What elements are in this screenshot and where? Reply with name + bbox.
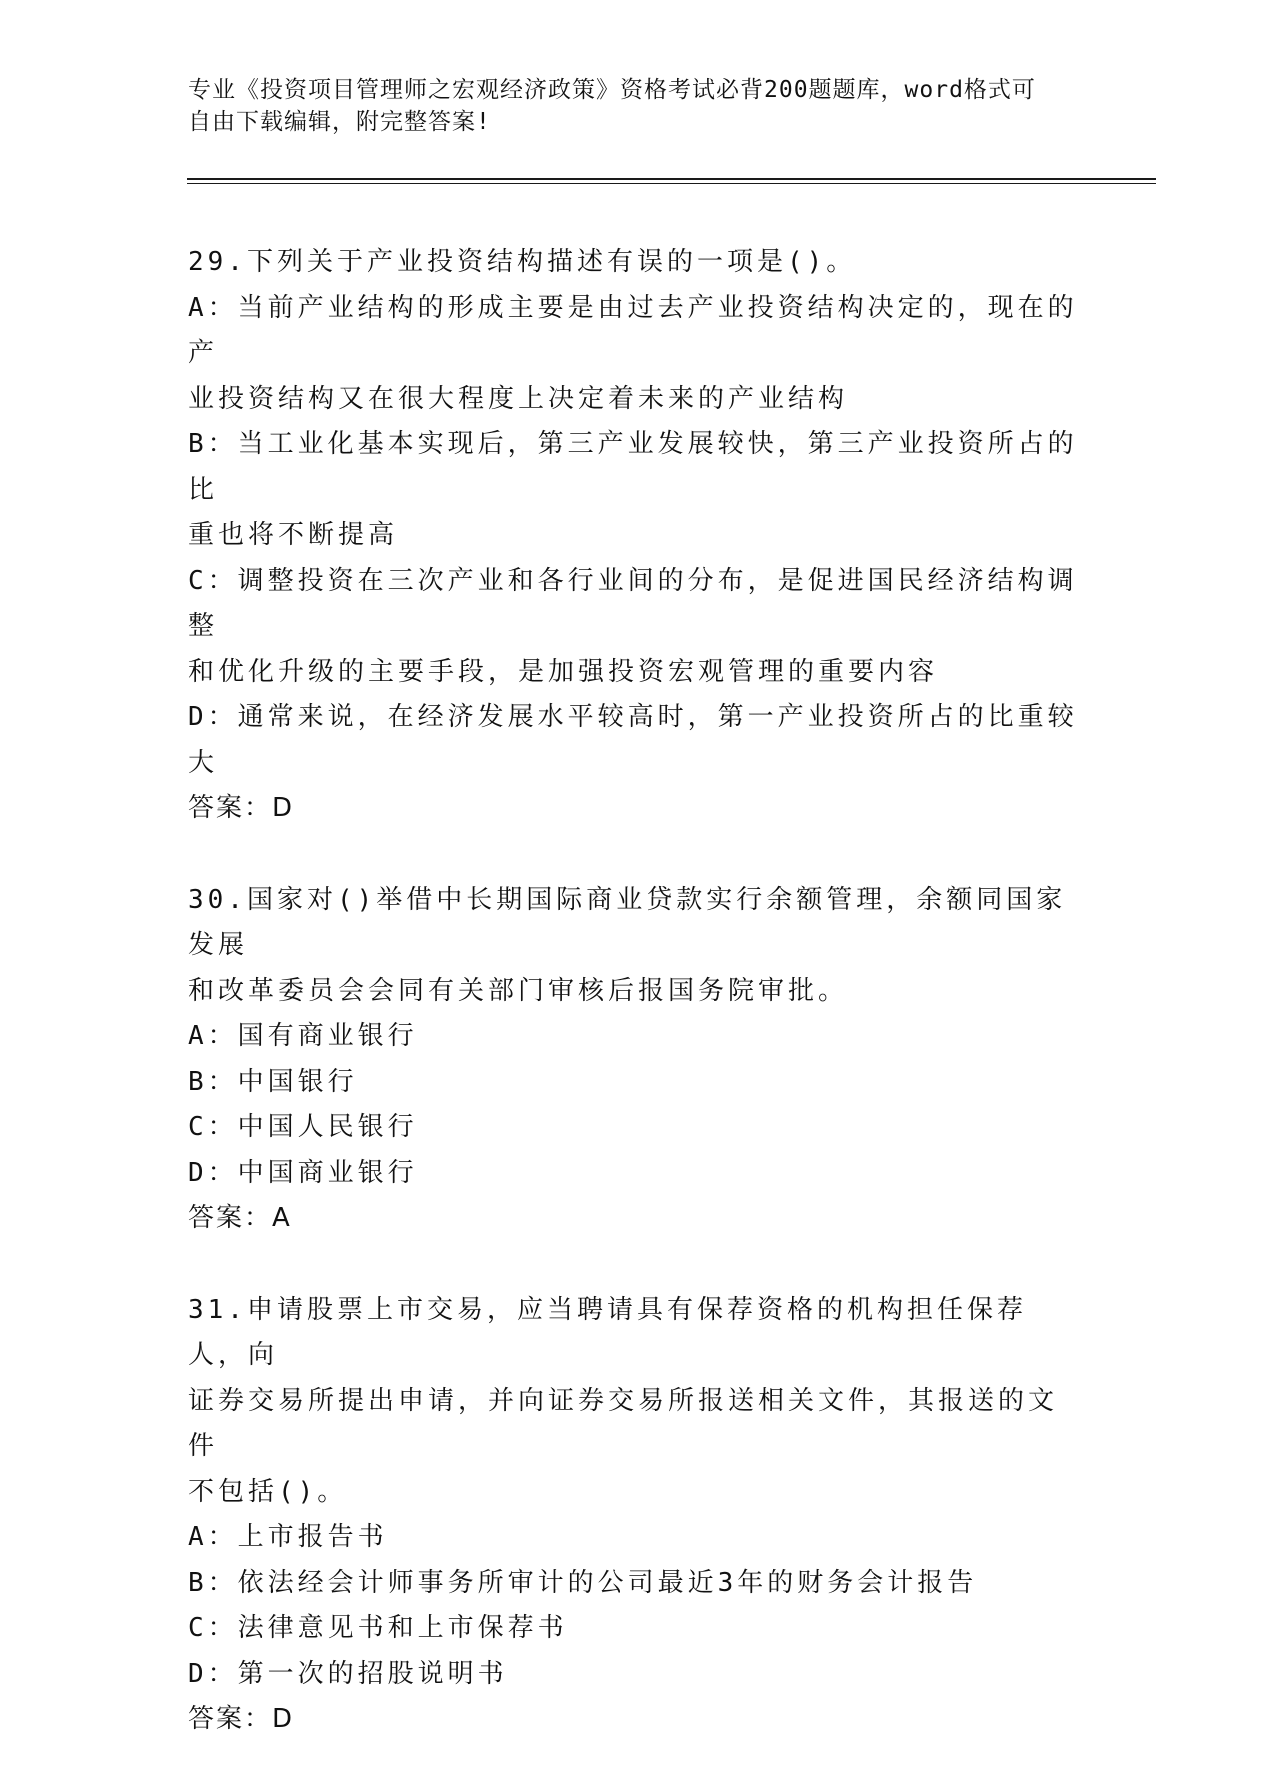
question-30-option-c: C：中国人民银行 (188, 1112, 418, 1142)
question-31-stem-line-1: 31.申请股票上市交易，应当聘请具有保荐资格的机构担任保荐人，向 (188, 1294, 1027, 1370)
header-divider-thin (187, 183, 1156, 184)
question-31-stem-line-2: 证券交易所提出申请，并向证券交易所报送相关文件，其报送的文件 (188, 1385, 1059, 1461)
header-line-2: 自由下载编辑，附完整答案! (188, 109, 491, 135)
question-31-option-c: C：法律意见书和上市保荐书 (188, 1613, 568, 1643)
question-29-option-b-line-2: 重也将不断提高 (188, 520, 399, 550)
question-30-option-d: D：中国商业银行 (188, 1157, 418, 1188)
question-29-option-b-line-1: B：当工业化基本实现后，第三产业发展较快，第三产业投资所占的比 (188, 429, 1078, 505)
question-29-stem-line-1: 29.下列关于产业投资结构描述有误的一项是()。 (188, 247, 857, 277)
question-31-option-a: A：上市报告书 (188, 1522, 388, 1552)
header-line-1: 专业《投资项目管理师之宏观经济政策》资格考试必背200题题库，word格式可 (188, 77, 1036, 103)
question-30-option-b: B：中国银行 (188, 1066, 358, 1097)
question-30-stem-line-2: 和改革委员会会同有关部门审核后报国务院审批。 (188, 975, 849, 1006)
question-30-stem-line-1: 30.国家对()举借中长期国际商业贷款实行余额管理，余额同国家发展 (188, 884, 1067, 960)
question-31-option-d: D：第一次的招股说明书 (188, 1658, 508, 1689)
question-29-option-a-line-1: A：当前产业结构的形成主要是由过去产业投资结构决定的，现在的产 (188, 292, 1078, 368)
question-29-answer: 答案：D (188, 793, 295, 823)
question-29 (188, 240, 1078, 832)
question-30-answer: 答案：A (188, 1203, 292, 1233)
header-divider-thick (187, 178, 1156, 180)
question-31 (188, 1288, 1078, 1743)
question-31-answer: 答案：D (188, 1704, 295, 1734)
question-30 (188, 878, 1078, 1242)
question-30-option-a: A：国有商业银行 (188, 1021, 418, 1051)
question-31-option-b: B：依法经会计师事务所审计的公司最近3年的财务会计报告 (188, 1567, 978, 1598)
question-29-option-d: D：通常来说，在经济发展水平较高时，第一产业投资所占的比重较大 (188, 702, 1078, 778)
document-header (188, 74, 1068, 138)
question-29-option-c-line-2: 和优化升级的主要手段，是加强投资宏观管理的重要内容 (188, 656, 939, 687)
question-31-stem-line-3: 不包括()。 (188, 1476, 348, 1507)
question-29-option-c-line-1: C：调整投资在三次产业和各行业间的分布，是促进国民经济结构调整 (188, 565, 1078, 641)
question-list (188, 240, 1078, 1789)
question-29-option-a-line-2: 业投资结构又在很大程度上决定着未来的产业结构 (188, 383, 849, 414)
